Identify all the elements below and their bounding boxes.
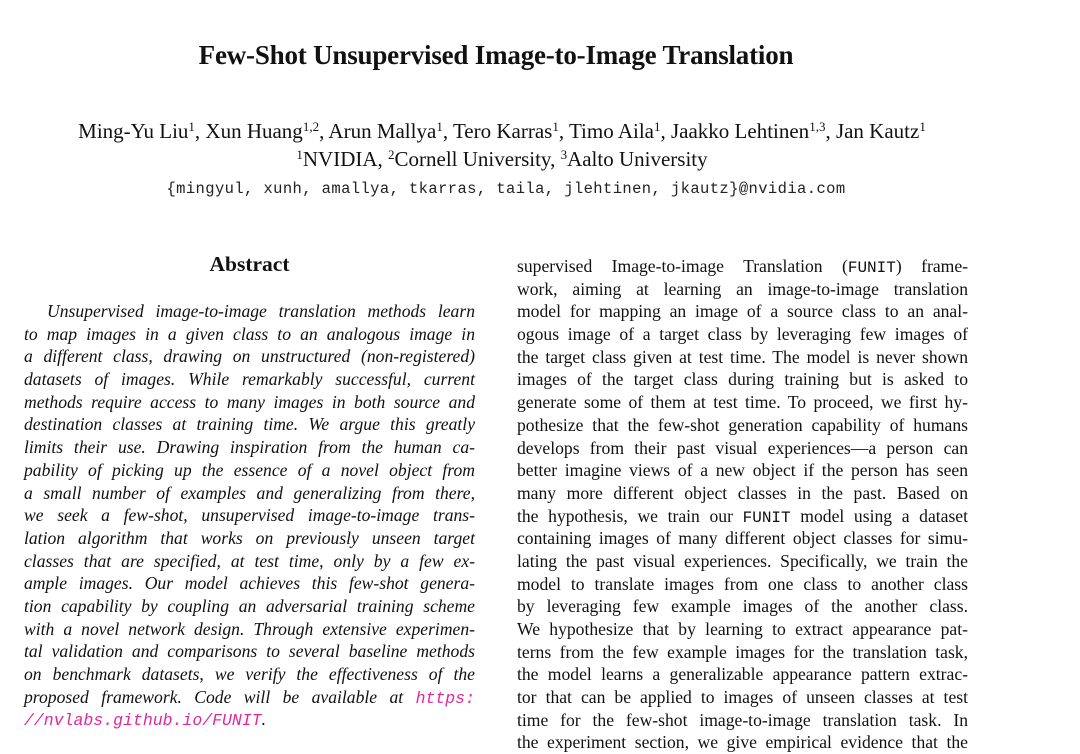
intro-line: images of the target class during training but is asked to: [517, 369, 968, 390]
abstract-line-text: proposed framework. Code will be available at: [24, 686, 404, 707]
author-affil-mark: 1: [919, 119, 926, 134]
abstract-line: Unsupervised image-to-image translation methods learn: [47, 301, 475, 321]
abstract-line: a small number of examples and generalizing from there,: [24, 482, 475, 503]
intro-line: containing images of many different object classes for simu-: [517, 528, 968, 549]
intro-line: [517, 255, 968, 278]
abstract-line: limits their use. Drawing inspiration from the human ca-: [24, 437, 475, 458]
abstract-body: [24, 300, 475, 731]
abstract-line: with a novel network design. Through extensive experimen-: [24, 618, 475, 639]
intro-line: tor that can be applied to images of unseen classes at test: [517, 687, 968, 708]
intro-line: generate some of them at test time. To proceed, we first hy-: [517, 392, 968, 413]
affil-mark: 3: [560, 147, 568, 162]
affiliation-name: Aalto University: [567, 147, 708, 171]
abstract-line: a different class, drawing on unstructured (non-registered): [24, 346, 475, 367]
affil-mark: 2: [388, 147, 395, 162]
author-name: Tero Karras: [452, 119, 553, 143]
affiliation-name: Cornell University: [394, 147, 551, 171]
author-affil-mark: 1,2: [302, 119, 320, 134]
abstract-line: to map images in a given class to an analogous image in: [24, 323, 475, 344]
intro-text: the hypothesis, we train our: [517, 505, 733, 526]
paper-title: Few-Shot Unsupervised Image-to-Image Translation: [198, 40, 794, 70]
author-name: Timo Aila: [568, 119, 654, 143]
abstract-line: lation algorithm that works on previously unseen target: [24, 527, 475, 548]
author-name: Jaakko Lehtinen: [670, 119, 810, 143]
affiliation-list: $^1$NVIDIA, $^2$Cornell University, $^3$Aalto University: [296, 147, 708, 171]
intro-line: model to translate images from one class to another class: [517, 573, 968, 594]
abstract-line: on benchmark datasets, we verify the effectiveness of the: [24, 664, 475, 684]
intro-line: time for the few-shot image-to-image translation task. In: [517, 709, 968, 730]
intro-line: pothesize that the few-shot generation capability of humans: [517, 414, 968, 435]
intro-line: work, aiming at learning an image-to-image translation: [517, 278, 968, 299]
abstract-line: methods require access to many images in both source and: [24, 391, 475, 412]
intro-line: better imagine views of a new object if the person has seen: [517, 460, 968, 481]
abstract-line: [24, 686, 475, 709]
intro-line: by leveraging few example images of the another class.: [517, 596, 968, 617]
author-name: Jan Kautz: [835, 119, 920, 143]
intro-line: ogous image of a target class by leveraging few images of: [517, 324, 968, 345]
abstract-line: destination classes at training time. We argue this greatly: [24, 414, 475, 435]
intro-line: the experiment section, we give empirical evidence that the: [517, 732, 968, 753]
author-name: Arun Mallya: [328, 119, 437, 143]
code-link-continued[interactable]: //nvlabs.github.io/FUNIT: [24, 711, 262, 731]
author-affil-mark: 1: [653, 119, 661, 134]
author-name: Ming-Yu Liu: [78, 119, 189, 143]
abstract-line: classes that are specified, at test time, only by a few ex-: [24, 550, 475, 571]
affiliation-name: NVIDIA: [302, 147, 378, 171]
intro-text: model using a dataset: [800, 505, 968, 526]
period: .: [261, 709, 267, 730]
intro-line: develops from their past visual experiences—a person can: [517, 437, 968, 458]
abstract-line: we seek a few-shot, unsupervised image-to-image trans-: [24, 505, 475, 526]
author-affil-mark: 1,3: [809, 119, 826, 134]
author-affil-mark: 1: [552, 119, 559, 134]
abstract-line: tion capability by coupling an adversarial training scheme: [24, 595, 475, 616]
intro-line: model for mapping an image of a source class to an anal-: [517, 301, 968, 322]
intro-line: many more different object classes in the past. Based on: [517, 482, 968, 503]
intro-column: [517, 255, 968, 754]
intro-text: ) frame-: [895, 256, 968, 276]
funit-name: FUNIT: [847, 259, 896, 277]
funit-name: FUNIT: [742, 508, 791, 527]
author-affil-mark: 1: [188, 119, 195, 134]
intro-line: the model learns a generalizable appearance pattern extrac-: [517, 664, 968, 685]
intro-line: the target class given at test time. The model is never shown: [517, 346, 968, 367]
author-affil-mark: 1: [436, 119, 443, 134]
intro-line: [517, 505, 968, 528]
abstract-line: pability of picking up the essence of a novel object from: [24, 459, 475, 480]
intro-line: We hypothesize that by learning to extract appearance pat-: [517, 619, 968, 639]
author-name: Xun Huang: [205, 119, 303, 143]
intro-line: terns from the few example images for the translation task,: [517, 641, 968, 662]
abstract-line: ample images. Our model achieves this few-shot genera-: [24, 573, 475, 594]
intro-text: supervised Image-to-image Translation (: [517, 256, 848, 276]
code-link[interactable]: https:: [415, 688, 475, 708]
author-emails: {mingyul, xunh, amallya, tkarras, taila, jlehtinen, jkautz}@nvidia.com: [166, 180, 846, 198]
affil-mark: 1: [296, 147, 303, 162]
abstract-line: [24, 708, 475, 731]
author-list: Ming-Yu Liu$^1$, Xun Huang$^{1,2}$, Arun Mallya$^1$, Tero Karras$^1$, Timo Aila$^1$, Jaakko Lehtinen$^{1,3}$, Jan Kautz$^1$: [78, 119, 926, 143]
intro-line: lating the past visual experiences. Specifically, we train the: [517, 550, 968, 571]
abstract-heading: Abstract: [209, 252, 290, 276]
abstract-line: datasets of images. While remarkably successful, current: [24, 369, 475, 390]
abstract-line: tal validation and comparisons to several baseline methods: [24, 641, 475, 662]
